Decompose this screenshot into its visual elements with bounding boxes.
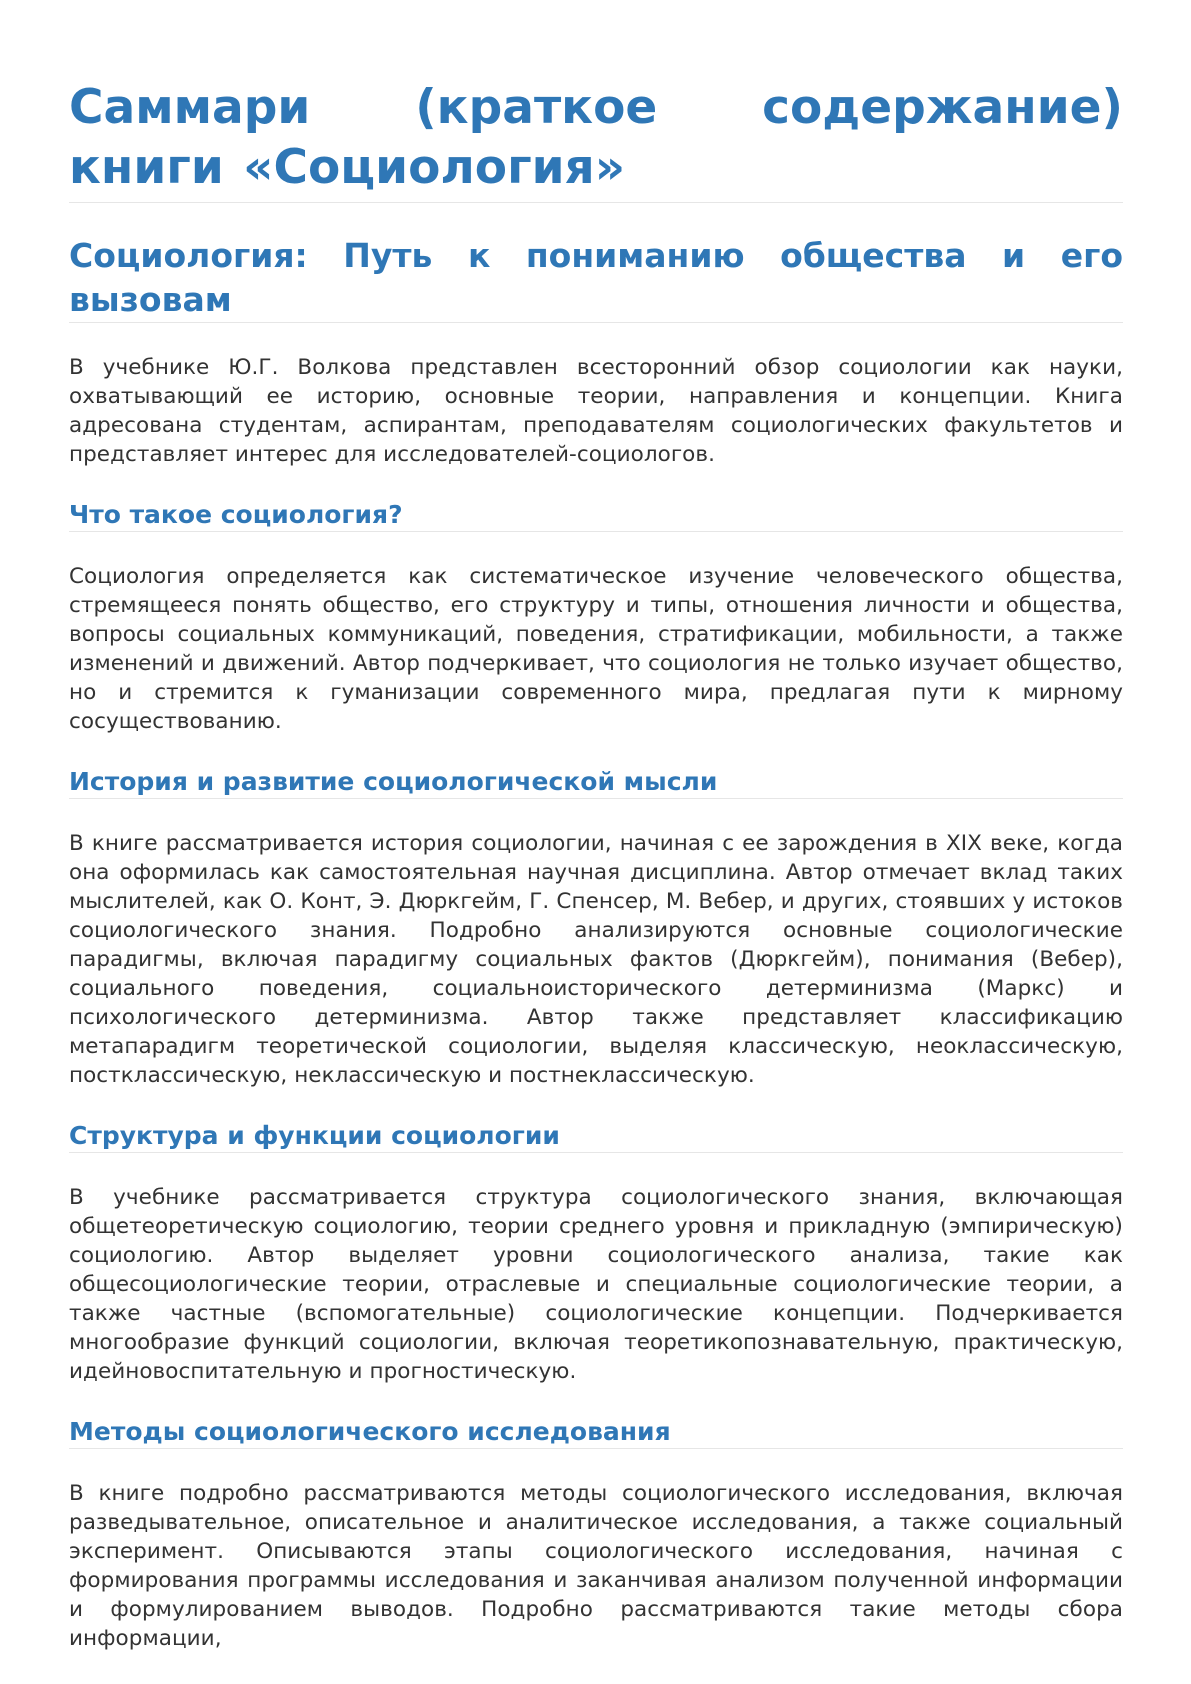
section-text-history: В книге рассматривается история социологии, начиная с ее зарождения в XIX веке, когда она оформилась как самостоятельная научная дисциплина. Автор отмечает вклад таких мыслителей, как О. Конт, Э. Дюркгейм, Г. Спенсер, М. Вебер, и других, стоявших у истоков социологического знания. Подробно анализируются основные социологические парадигмы, включая парадигму социальных фактов (Дюркгейм), понимания (Вебер), социального поведения, социальноисторического детерминизма (Маркс) и психологического детерминизма. Автор также представляет классификацию метапарадигм теоретической социологии, выделяя классическую, неоклассическую, постклассическую, неклассическую и постнеклассическую. bbox=[69, 831, 1123, 1088]
section-heading-what-is-sociology: Что такое социология? bbox=[69, 499, 1123, 532]
section-text-methods: В книге подробно рассматриваются методы социологического исследования, включая разведывательное, описательное и аналитическое исследования, а также социальный эксперимент. Описываются этапы социологического исследования, начиная с формирования программы исследования и заканчивая анализом полученной информации и формулированием выводов. Подробно рассматриваются такие методы сбора информации, bbox=[69, 1481, 1123, 1651]
document-page bbox=[69, 78, 1123, 1653]
section-heading-methods: Методы социологического исследования bbox=[69, 1416, 1123, 1449]
intro-paragraph: В учебнике Ю.Г. Волкова представлен всесторонний обзор социологии как науки, охватывающий ее историю, основные теории, направления и концепции. Книга адресована студентам, аспирантам, преподавателям социологических факультетов и представляет интерес для исследователей-социологов. bbox=[69, 355, 1123, 467]
document-subtitle: Социология: Путь к пониманию общества и его вызовам bbox=[69, 234, 1123, 323]
section-text-structure: В учебнике рассматривается структура социологического знания, включающая общетеоретическую социологию, теории среднего уровня и прикладную (эмпирическую) социологию. Автор выделяет уровни социологического анализа, такие как общесоциологические теории, отраслевые и специальные социологические теории, а также частные (вспомогательные) социологические концепции. Подчеркивается многообразие функций социологии, включая теоретикопознавательную, практическую, идейновоспитательную и прогностическую. bbox=[69, 1185, 1123, 1384]
section-heading-history: История и развитие социологической мысли bbox=[69, 766, 1123, 799]
section-text-what-is-sociology: Социология определяется как систематическое изучение человеческого общества, стремящееся понять общество, его структуру и типы, отношения личности и общества, вопросы социальных коммуникаций, поведения, стратификации, мобильности, а также изменений и движений. Автор подчеркивает, что социология не только изучает общество, но и стремится к гуманизации современного мира, предлагая пути к мирному сосуществованию. bbox=[69, 564, 1123, 734]
document-title: Саммари (краткое содержание) книги «Социология» bbox=[69, 78, 1123, 203]
section-heading-structure: Структура и функции социологии bbox=[69, 1120, 1123, 1153]
